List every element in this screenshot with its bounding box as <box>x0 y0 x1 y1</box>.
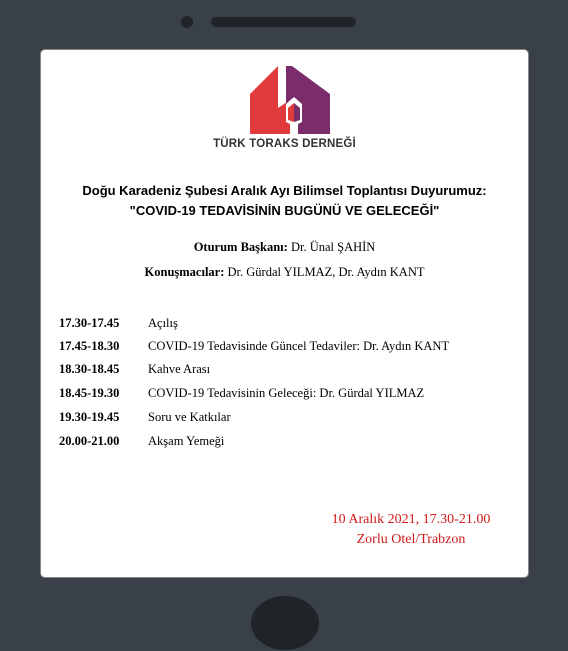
schedule-desc: COVID-19 Tedavisinin Geleceği: Dr. Gürdal YILMAZ <box>148 386 425 400</box>
schedule-time: 19.30-19.45 <box>59 410 120 424</box>
schedule-desc: Açılış <box>148 316 178 330</box>
schedule-time: 17.30-17.45 <box>59 316 120 330</box>
session-chair <box>41 240 528 255</box>
announcement-card <box>40 49 529 578</box>
speakers-label: Konuşmacılar: <box>144 265 225 279</box>
phone-speaker <box>211 17 356 27</box>
schedule-desc: Akşam Yemeği <box>148 434 225 448</box>
session-chair-label: Oturum Başkanı: <box>193 240 288 254</box>
session-chair-value: Dr. Ünal ŞAHİN <box>287 240 376 254</box>
schedule-time: 20.00-21.00 <box>59 434 120 448</box>
toraks-logo-icon <box>250 64 330 134</box>
announcement-subtitle: "COVID-19 TEDAVİSİNİN BUGÜNÜ VE GELECEĞİ" <box>129 203 440 218</box>
schedule-desc: COVID-19 Tedavisinde Güncel Tedaviler: Dr. Aydın KANT <box>148 339 450 353</box>
event-place: Zorlu Otel/Trabzon <box>356 532 466 547</box>
event-date: 10 Aralık 2021, 17.30-21.00 <box>331 512 491 527</box>
phone-camera <box>181 16 193 28</box>
schedule-time: 17.45-18.30 <box>59 339 120 353</box>
logo-text: TÜRK TORAKS DERNEĞİ <box>213 138 356 150</box>
phone-home-button[interactable] <box>251 596 319 650</box>
announcement-title: Doğu Karadeniz Şubesi Aralık Ayı Bilimsel Toplantısı Duyurumuz: <box>82 183 487 198</box>
speakers-value: Dr. Gürdal YILMAZ, Dr. Aydın KANT <box>224 265 425 279</box>
schedule-time: 18.30-18.45 <box>59 362 120 376</box>
schedule-desc: Kahve Arası <box>148 362 211 376</box>
schedule-time: 18.45-19.30 <box>59 386 120 400</box>
logo-red-shape <box>250 66 290 134</box>
schedule-desc: Soru ve Katkılar <box>148 410 231 424</box>
speakers <box>41 265 528 280</box>
